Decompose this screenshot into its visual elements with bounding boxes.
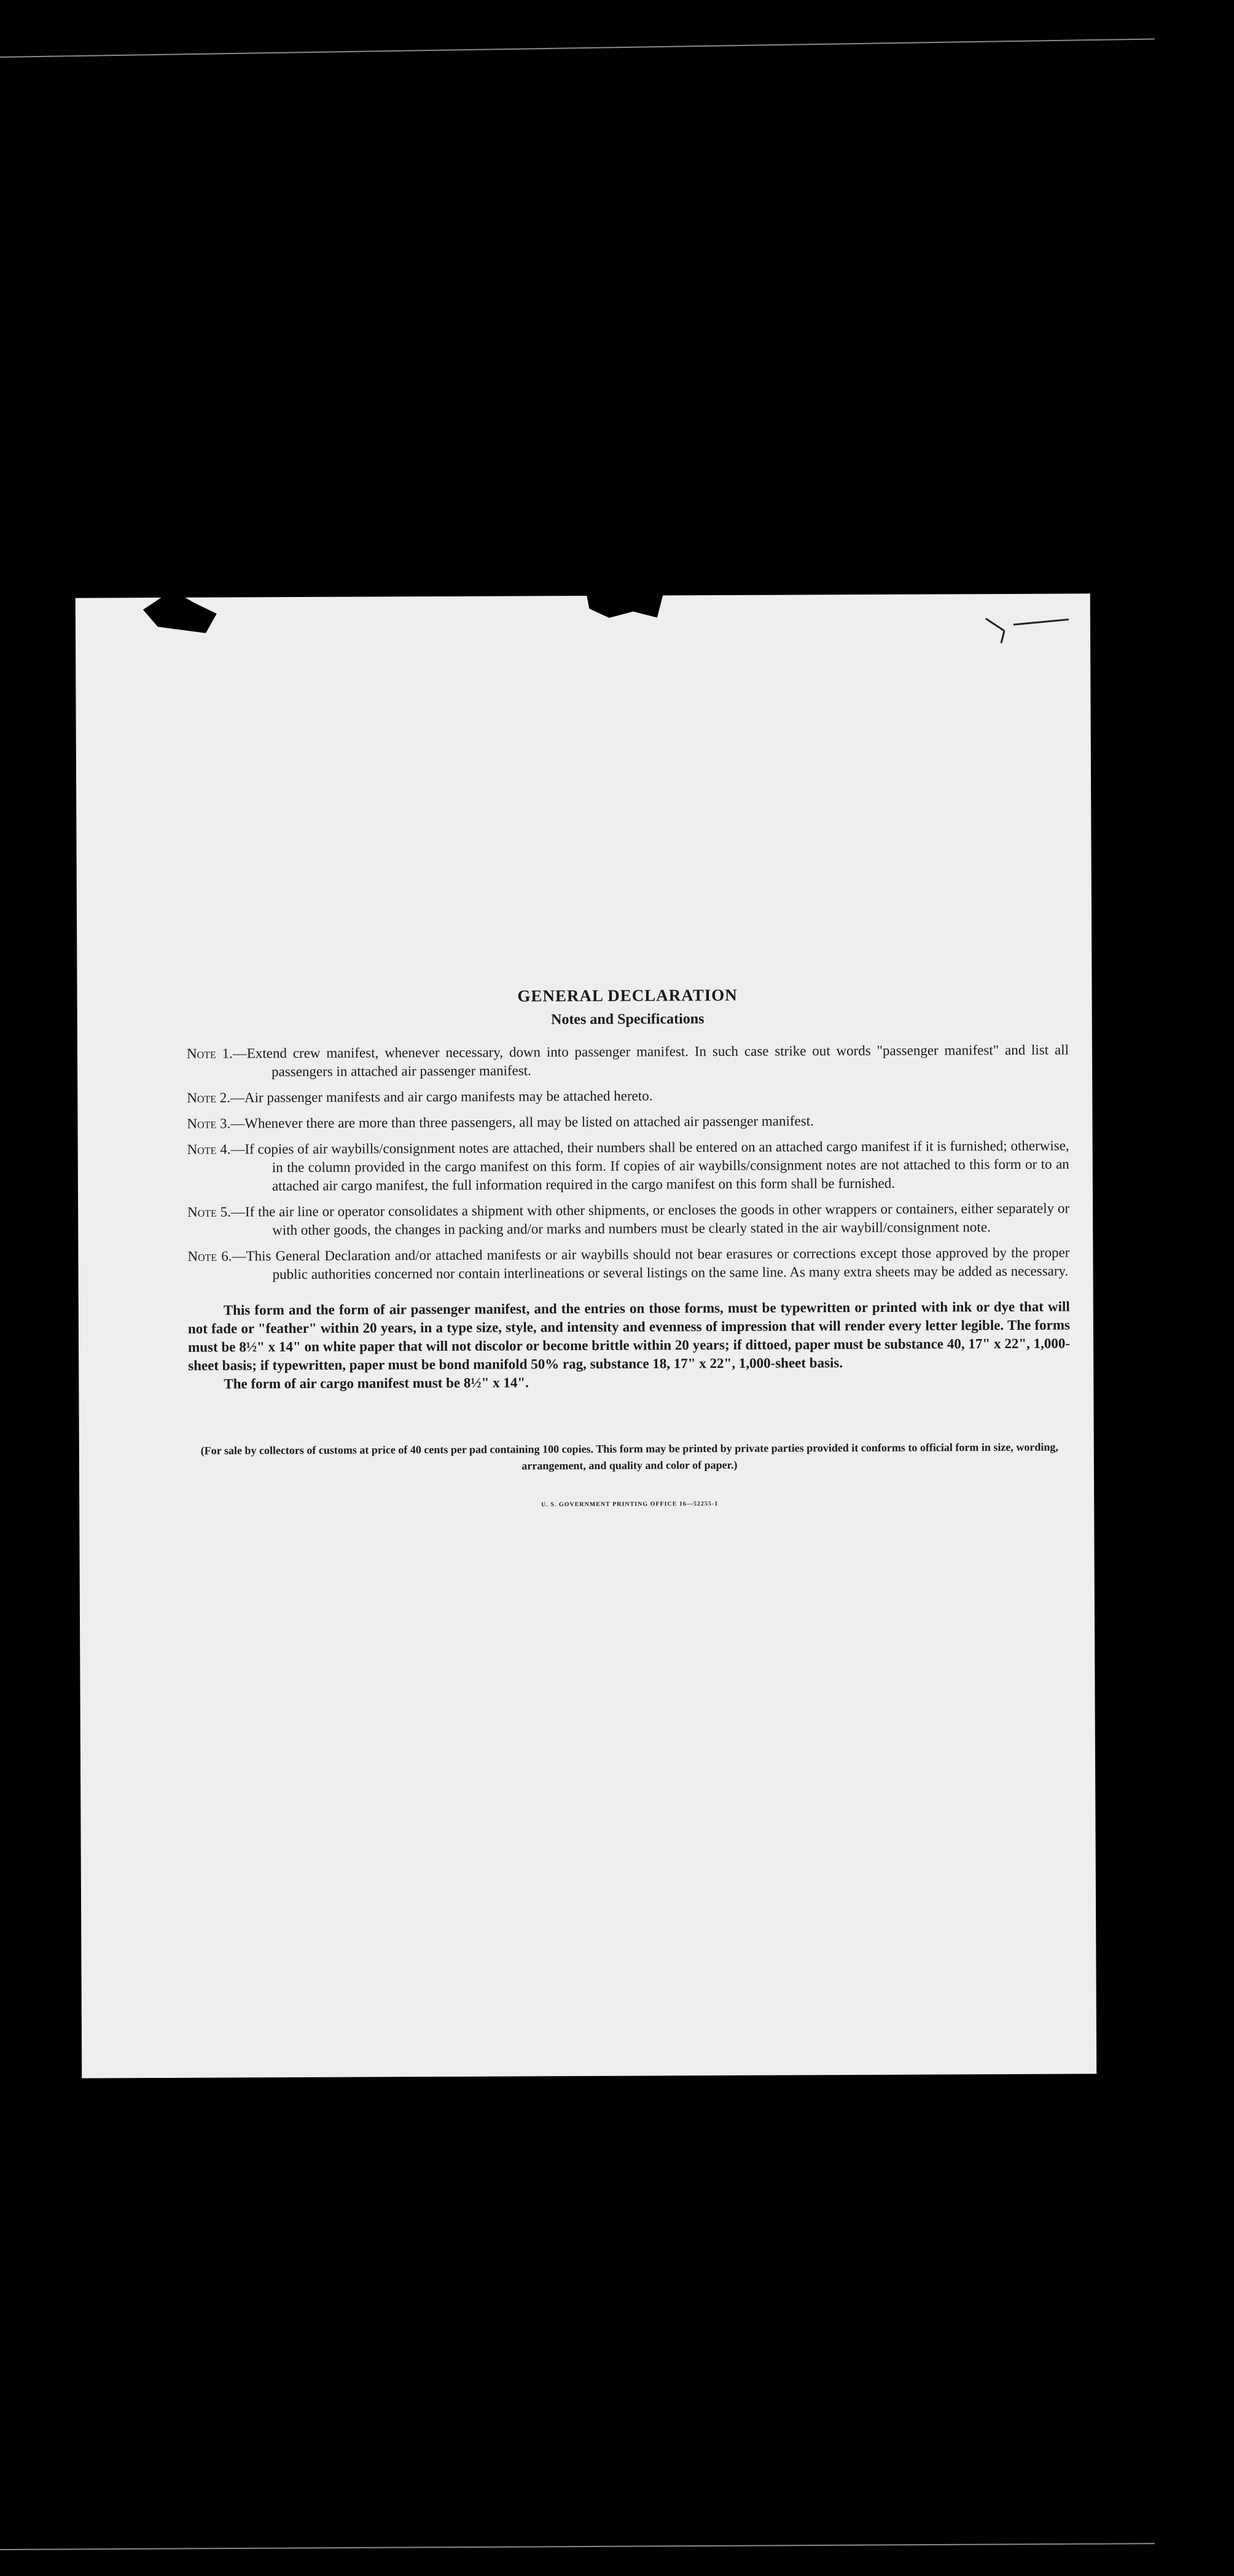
torn-paper-edge — [143, 590, 217, 634]
document-page — [76, 593, 1096, 2078]
page-subtitle: Notes and Specifications — [551, 1011, 705, 1028]
note-label: Note 2. — [187, 1090, 231, 1106]
note-text: —Extend crew manifest, whenever necessary, down into passenger manifest. In such case strike out words "passenger manifest" and list all passengers in attached air passenger manifest. — [232, 1042, 1069, 1080]
note-text: —If the air line or operator consolidates a shipment with other shipments, or encloses the goods in other wrappers or containers, either separately or with other goods, the changes in packing and/or marks and numbers must be clearly stated in the air waybill/consignment note. — [230, 1200, 1070, 1238]
note-text: —This General Declaration and/or attached manifests or air waybills should not bear erasures or corrections except those approved by the proper public authorities concerned nor contain interlineations or several listings on the same line. As many extra sheets may be added as necessary. — [232, 1244, 1070, 1282]
note-text: —Air passenger manifests and air cargo manifests may be attached hereto. — [230, 1088, 653, 1106]
note-label: Note 5. — [187, 1204, 232, 1220]
sale-note: (For sale by collectors of customs at price of 40 cents per pad containing 100 copies. This form may be printed by private parties provided it conforms to official form in size, wording, arrangement, and quality and color of paper.) — [200, 1440, 1058, 1472]
note-2 — [187, 1085, 1069, 1107]
film-edge-top — [0, 38, 1155, 58]
note-label: Note 6. — [187, 1248, 232, 1264]
note-label: Note 1. — [186, 1045, 233, 1061]
note-text: —If copies of air waybills/consignment notes are attached, their numbers shall be entered on an attached cargo manifest if it is furnished; otherwise, in the column provided in the cargo manifest on this form. If copies of air waybills/consignment notes are not attached to this form or to an attached air cargo manifest, the full information required in the cargo manifest on this form shall be furnished. — [230, 1138, 1069, 1194]
torn-paper-edge — [585, 587, 665, 618]
note-5 — [187, 1200, 1069, 1240]
film-edge-bottom — [0, 2543, 1155, 2550]
note-label: Note 3. — [187, 1115, 231, 1131]
note-3 — [187, 1111, 1069, 1133]
note-6 — [187, 1244, 1069, 1284]
note-text: —Whenever there are more than three passengers, all may be listed on attached air passenger manifest. — [230, 1113, 814, 1131]
note-4 — [187, 1137, 1069, 1196]
note-label: Note 4. — [187, 1141, 231, 1157]
note-1 — [187, 1041, 1069, 1082]
pen-mark-icon — [980, 606, 1072, 650]
form-specification-paragraph: This form and the form of air passenger manifest, and the entries on those forms, must be typewritten or printed with ink or dye that will not fade or "feather" within 20 years, in a type size, style, and intensity and evenness of impression that will render every letter legible. The forms must be 8½" x 14" on white paper that will not discolor or become brittle within 20 years; if dittoed, paper must be substance 40, 17" x 22", 1,000-sheet basis; if typewritten, paper must be bond manifold 50% rag, substance 18, 17" x 22", 1,000-sheet basis. — [187, 1298, 1071, 1373]
printer-imprint: U. S. GOVERNMENT PRINTING OFFICE 16—52255-1 — [541, 1501, 719, 1509]
declaration-content — [187, 985, 1071, 1510]
page-title: GENERAL DECLARATION — [517, 985, 738, 1005]
cargo-manifest-size: The form of air cargo manifest must be 8½" x 14". — [224, 1375, 529, 1392]
